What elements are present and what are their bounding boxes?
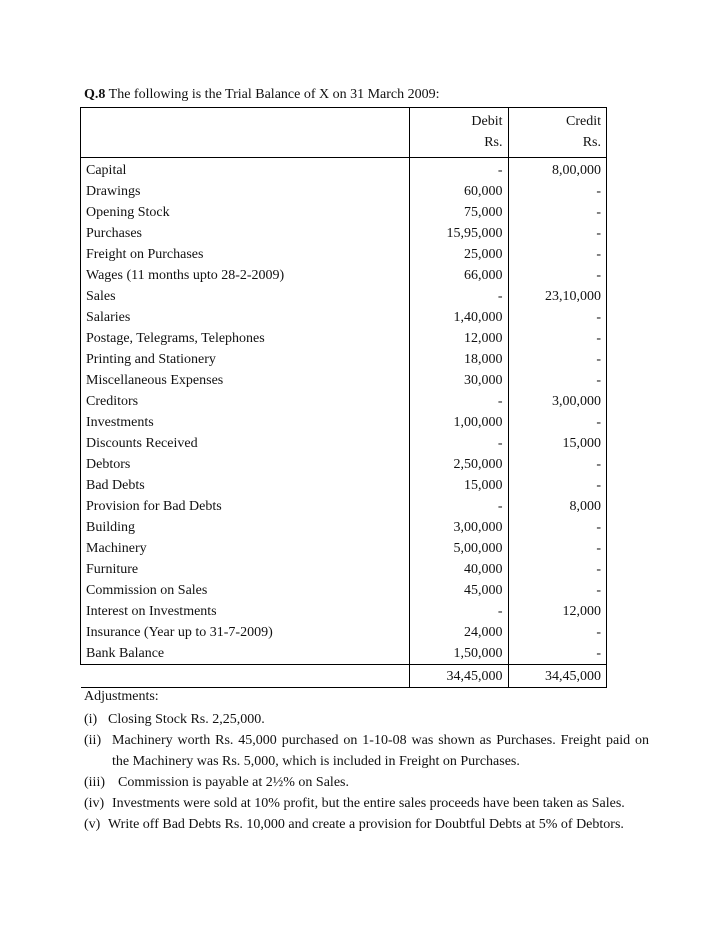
particular-cell: Salaries [81,307,410,328]
adjustment-item [84,730,649,772]
adjustments-section [84,686,649,835]
table-row [81,475,607,496]
debit-cell: 18,000 [410,349,508,370]
credit-cell: - [508,517,607,538]
table-row [81,286,607,307]
table-row [81,265,607,286]
question-heading [84,86,440,104]
credit-cell: - [508,265,607,286]
particular-cell: Drawings [81,181,410,202]
adjustments-title: Adjustments: [84,689,159,704]
adjustment-item [84,709,649,730]
table-row [81,181,607,202]
debit-cell: 1,40,000 [410,307,508,328]
particular-cell: Interest on Investments [81,601,410,622]
credit-cell: 8,00,000 [508,158,607,182]
header-debit-unit: Rs. [410,132,508,158]
adjustment-item [84,793,649,814]
adjustment-text: Investments were sold at 10% profit, but the entire sales proceeds have been taken as Sales. [112,796,625,811]
credit-cell: 15,000 [508,433,607,454]
particular-cell: Building [81,517,410,538]
debit-cell: 12,000 [410,328,508,349]
table-row [81,559,607,580]
header-debit: Debit [410,108,508,133]
table-row [81,643,607,665]
table-row [81,349,607,370]
particular-cell: Debtors [81,454,410,475]
debit-cell: 1,50,000 [410,643,508,665]
particular-cell: Sales [81,286,410,307]
particular-cell: Wages (11 months upto 28-2-2009) [81,265,410,286]
particular-cell: Discounts Received [81,433,410,454]
adjustments-list [84,709,649,835]
totals-blank-cell [81,665,410,688]
debit-cell: - [410,286,508,307]
adjustment-number: (i) [84,712,98,727]
credit-cell: - [508,244,607,265]
credit-cell: - [508,580,607,601]
particular-cell: Bank Balance [81,643,410,665]
debit-cell: 40,000 [410,559,508,580]
particular-cell: Provision for Bad Debts [81,496,410,517]
debit-cell: 1,00,000 [410,412,508,433]
debit-cell: 75,000 [410,202,508,223]
table-row [81,433,607,454]
adjustment-number: (ii) [84,733,102,748]
header-credit: Credit [508,108,607,133]
debit-cell: 15,000 [410,475,508,496]
particular-cell: Investments [81,412,410,433]
table-row [81,454,607,475]
credit-cell: - [508,328,607,349]
credit-cell: - [508,475,607,496]
credit-cell: - [508,559,607,580]
particular-cell: Bad Debts [81,475,410,496]
table-header-row [81,108,607,133]
particular-cell: Capital [81,158,410,182]
table-row [81,244,607,265]
table-row [81,412,607,433]
adjustment-text: Commission is payable at 2½% on Sales. [118,775,349,790]
adjustment-number: (iii) [84,775,105,790]
debit-cell: - [410,601,508,622]
debit-cell: - [410,496,508,517]
credit-cell: - [508,538,607,559]
debit-cell: 25,000 [410,244,508,265]
particular-cell: Printing and Stationery [81,349,410,370]
table-row [81,370,607,391]
adjustment-text: Closing Stock Rs. 2,25,000. [108,712,265,727]
table-row [81,202,607,223]
debit-cell: 45,000 [410,580,508,601]
table-row [81,328,607,349]
adjustment-number: (iv) [84,796,105,811]
credit-cell: - [508,307,607,328]
trial-balance-table [80,107,607,688]
table-row [81,601,607,622]
adjustment-text: Machinery worth Rs. 45,000 purchased on 1-10-08 was shown as Purchases. Freight paid on the Machinery was Rs. 5,000, which is included in Freight on Purchases. [112,733,649,769]
table-header-row-units [81,132,607,158]
particular-cell: Commission on Sales [81,580,410,601]
credit-cell: 23,10,000 [508,286,607,307]
header-particulars-cell [81,132,410,158]
debit-cell: 15,95,000 [410,223,508,244]
debit-cell: 24,000 [410,622,508,643]
credit-cell: - [508,643,607,665]
table-row [81,580,607,601]
total-credit: 34,45,000 [508,665,607,688]
header-credit-unit: Rs. [508,132,607,158]
particular-cell: Insurance (Year up to 31-7-2009) [81,622,410,643]
table-row [81,158,607,182]
header-particulars-cell [81,108,410,133]
debit-cell: - [410,158,508,182]
particular-cell: Furniture [81,559,410,580]
adjustment-text: Write off Bad Debts Rs. 10,000 and create a provision for Doubtful Debts at 5% of Debtors. [108,817,624,832]
particular-cell: Machinery [81,538,410,559]
credit-cell: 8,000 [508,496,607,517]
question-label: Q.8 [84,87,106,102]
credit-cell: - [508,370,607,391]
particular-cell: Postage, Telegrams, Telephones [81,328,410,349]
credit-cell: - [508,223,607,244]
table-row [81,517,607,538]
debit-cell: 5,00,000 [410,538,508,559]
credit-cell: - [508,454,607,475]
question-text: The following is the Trial Balance of X on 31 March 2009: [108,87,440,102]
credit-cell: - [508,622,607,643]
table-row [81,538,607,559]
particular-cell: Purchases [81,223,410,244]
credit-cell: - [508,349,607,370]
table-row [81,223,607,244]
debit-cell: 3,00,000 [410,517,508,538]
totals-row [81,665,607,688]
particular-cell: Creditors [81,391,410,412]
table-row [81,307,607,328]
debit-cell: - [410,391,508,412]
debit-cell: 66,000 [410,265,508,286]
table-row [81,391,607,412]
adjustment-item [84,814,649,835]
particular-cell: Freight on Purchases [81,244,410,265]
debit-cell: 2,50,000 [410,454,508,475]
debit-cell: 30,000 [410,370,508,391]
total-debit: 34,45,000 [410,665,508,688]
credit-cell: 3,00,000 [508,391,607,412]
credit-cell: 12,000 [508,601,607,622]
credit-cell: - [508,181,607,202]
table-row [81,622,607,643]
adjustment-item [84,772,649,793]
debit-cell: - [410,433,508,454]
debit-cell: 60,000 [410,181,508,202]
table-row [81,496,607,517]
adjustment-number: (v) [84,817,101,832]
particular-cell: Miscellaneous Expenses [81,370,410,391]
particular-cell: Opening Stock [81,202,410,223]
credit-cell: - [508,412,607,433]
credit-cell: - [508,202,607,223]
